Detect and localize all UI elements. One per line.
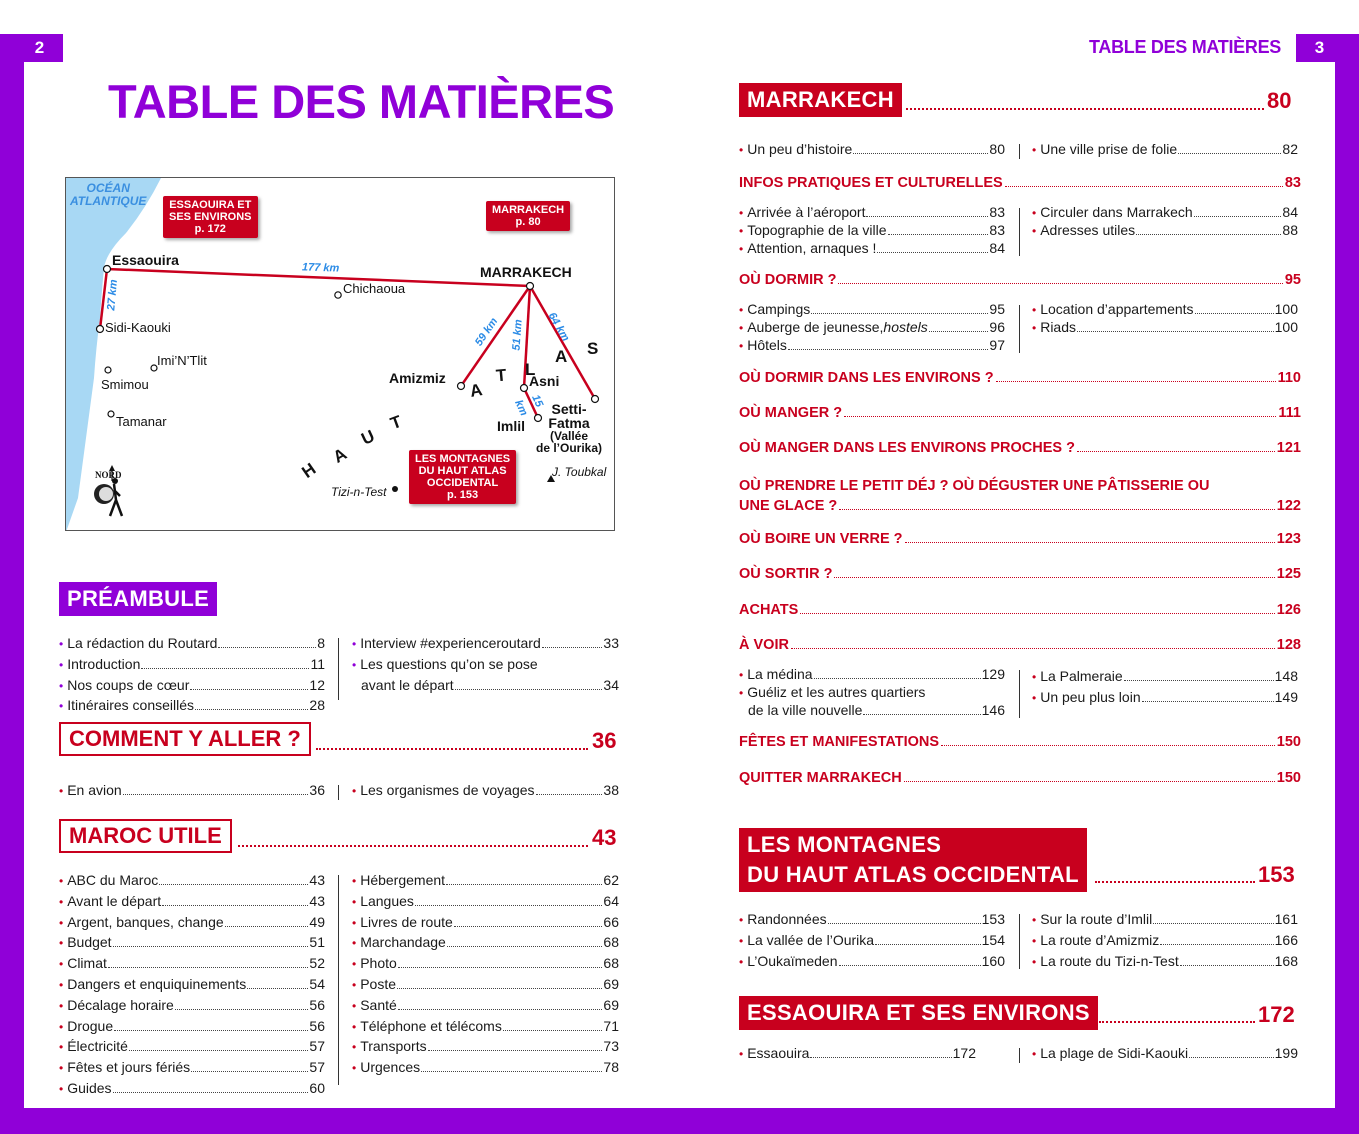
toc-entry[interactable]: • Téléphone et télécoms 71 xyxy=(352,1017,619,1034)
toc-entry[interactable]: • Climat 52 xyxy=(59,955,325,972)
section-comment-y-aller[interactable]: COMMENT Y ALLER ? xyxy=(59,722,311,756)
page-number-left: 2 xyxy=(0,34,63,62)
distance-marrakech-asni: 51 km xyxy=(510,319,525,351)
region-map xyxy=(65,177,615,531)
comment-col1 xyxy=(59,781,325,802)
voir-col1 xyxy=(739,666,1005,719)
section-page-essaouira: 172 xyxy=(1258,1002,1295,1027)
toc-entry[interactable]: • Circuler dans Marrakech 84 xyxy=(1032,204,1298,220)
town-essaouira: Essaouira xyxy=(112,252,179,268)
maroc-utile-col2 xyxy=(352,871,619,1079)
section-montagnes[interactable]: LES MONTAGNES DU HAUT ATLAS OCCIDENTAL xyxy=(739,828,1087,892)
column-divider xyxy=(1019,144,1020,159)
dot-leader xyxy=(906,108,1264,110)
range-letter-l: L xyxy=(525,360,536,379)
column-divider xyxy=(1019,1048,1020,1063)
subsection-ou-manger[interactable]: OÙ MANGER ? 111 xyxy=(739,405,1301,421)
peak-toubkal: J. Toubkal xyxy=(552,465,607,479)
toc-entry-continued[interactable]: avant le départ 34 xyxy=(361,676,619,693)
purple-frame-bottom xyxy=(0,1108,1359,1134)
toc-entry[interactable]: • Argent, banques, change 49 xyxy=(59,913,325,930)
column-divider xyxy=(1019,670,1020,718)
toc-entry[interactable]: • Décalage horaire 56 xyxy=(59,996,325,1013)
toc-entry[interactable]: • Les organismes de voyages 38 xyxy=(352,782,619,798)
distance-marrakech-amizmiz: 59 km xyxy=(472,315,501,349)
toc-entry[interactable]: • Riads 100 xyxy=(1032,319,1298,335)
toc-entry[interactable]: • Adresses utiles 88 xyxy=(1032,222,1298,238)
essaouira-col2 xyxy=(1032,1044,1298,1065)
toc-entry[interactable]: • La route du Tizi-n-Test 168 xyxy=(1032,952,1298,969)
infos-col1 xyxy=(739,204,1005,258)
toc-entry[interactable]: • La médina 129 xyxy=(739,666,1005,682)
toc-entry[interactable]: • Sur la route d’Imlil 161 xyxy=(1032,911,1298,927)
preambule-col2 xyxy=(352,634,619,695)
toc-entry-continued[interactable]: de la ville nouvelle 146 xyxy=(748,702,1005,718)
essaouira-col1 xyxy=(739,1044,976,1065)
range-letter-u: U xyxy=(358,426,378,449)
subsection-infos-pratiques[interactable]: INFOS PRATIQUES ET CULTURELLES 83 xyxy=(739,175,1301,191)
section-marrakech[interactable]: MARRAKECH xyxy=(739,83,902,117)
maroc-utile-col1 xyxy=(59,871,325,1100)
dot-leader xyxy=(1099,1021,1255,1023)
toc-entry[interactable]: • Randonnées 153 xyxy=(739,911,1005,927)
toc-entry[interactable]: • La plage de Sidi-Kaouki 199 xyxy=(1032,1045,1298,1061)
toc-entry[interactable]: • Nos coups de cœur 12 xyxy=(59,676,325,693)
page-number-right: 3 xyxy=(1296,34,1359,62)
range-letter-a3: A xyxy=(555,347,568,366)
town-smimou: Smimou xyxy=(101,377,149,392)
toc-entry[interactable]: • Dangers et enquiquinements 54 xyxy=(59,975,325,992)
toc-entry[interactable]: • Hôtels 97 xyxy=(739,337,1005,353)
subsection-fetes[interactable]: FÊTES ET MANIFESTATIONS 150 xyxy=(739,734,1301,750)
toc-entry[interactable]: • L’Oukaïmeden 160 xyxy=(739,952,1005,969)
toc-entry[interactable]: • Urgences 78 xyxy=(352,1059,619,1076)
map-box-essaouira[interactable]: ESSAOUIRA ET SES ENVIRONS p. 172 xyxy=(163,196,258,238)
column-divider xyxy=(338,638,339,700)
toc-entry[interactable]: • La route d’Amizmiz 166 xyxy=(1032,931,1298,948)
toc-entry[interactable]: • Santé 69 xyxy=(352,996,619,1013)
range-letter-a: A xyxy=(329,444,350,467)
section-essaouira[interactable]: ESSAOUIRA ET SES ENVIRONS xyxy=(739,996,1098,1030)
toc-entry[interactable]: • Arrivée à l’aéroport 83 xyxy=(739,204,1005,220)
town-imlil: Imlil xyxy=(497,418,526,434)
subsection-quitter-marrakech[interactable]: QUITTER MARRAKECH 150 xyxy=(739,770,1301,786)
toc-entry[interactable]: • Introduction 11 xyxy=(59,655,325,672)
toc-entry[interactable]: • Fêtes et jours fériés 57 xyxy=(59,1059,325,1076)
toc-entry[interactable]: • Un peu d’histoire 80 xyxy=(739,141,1005,157)
toc-entry[interactable]: • Attention, arnaques ! 84 xyxy=(739,240,1005,256)
column-divider xyxy=(1019,914,1020,969)
distance-marrakech-setti-fatma: 64 km xyxy=(545,310,572,344)
toc-entry[interactable]: • La rédaction du Routard 8 xyxy=(59,635,325,651)
dormir-col1 xyxy=(739,301,1005,355)
marrakech-intro-col1 xyxy=(739,140,1005,161)
town-tamanar: Tamanar xyxy=(116,414,167,429)
distance-asni-imlil-unit: km xyxy=(512,398,530,418)
toc-entry[interactable]: • Drogue 56 xyxy=(59,1017,325,1034)
toc-entry[interactable]: • Interview #experienceroutard 33 xyxy=(352,635,619,651)
voir-col2 xyxy=(1032,666,1298,708)
purple-frame-right xyxy=(1335,34,1359,1134)
range-letter-t: T xyxy=(387,411,405,434)
toc-entry[interactable]: • Guides 60 xyxy=(59,1079,325,1096)
running-head: TABLE DES MATIÈRES xyxy=(1089,37,1281,57)
section-preambule[interactable]: PRÉAMBULE xyxy=(59,582,217,616)
toc-entry[interactable]: • Campings 95 xyxy=(739,301,1005,317)
montagnes-col1 xyxy=(739,910,1005,972)
toc-entry[interactable]: • Marchandage 68 xyxy=(352,934,619,951)
toc-entry[interactable]: • Un peu plus loin 149 xyxy=(1032,689,1298,705)
toc-entry[interactable]: • Guéliz et les autres quartiers xyxy=(739,684,926,700)
dormir-col2 xyxy=(1032,301,1298,337)
toc-entry[interactable]: • Itinéraires conseillés 28 xyxy=(59,697,325,714)
toc-entry[interactable]: • Budget 51 xyxy=(59,934,325,951)
infos-col2 xyxy=(1032,204,1298,240)
north-label: NORD xyxy=(95,470,122,480)
preambule-col1 xyxy=(59,634,325,717)
range-letter-t2: T xyxy=(495,365,508,386)
comment-col2 xyxy=(352,781,619,802)
distance-essaouira-marrakech: 177 km xyxy=(301,261,340,275)
range-letter-a2: A xyxy=(468,380,484,401)
section-page-maroc-utile: 43 xyxy=(592,825,617,850)
town-asni: Asni xyxy=(529,373,560,389)
montagnes-col2 xyxy=(1032,910,1298,972)
map-box-montagnes[interactable]: LES MONTAGNES DU HAUT ATLAS OCCIDENTAL p. 153 xyxy=(409,450,516,504)
section-maroc-utile[interactable]: MAROC UTILE xyxy=(59,819,232,853)
subsection-a-voir[interactable]: À VOIR 128 xyxy=(739,637,1301,653)
toc-entry[interactable]: • Livres de route 66 xyxy=(352,913,619,930)
toc-entry[interactable]: • Topographie de la ville 83 xyxy=(739,222,1005,238)
subsection-boire-un-verre[interactable]: OÙ BOIRE UN VERRE ? 123 xyxy=(739,531,1301,547)
column-divider xyxy=(338,875,339,1085)
toc-entry[interactable]: • Poste 69 xyxy=(352,975,619,992)
column-divider xyxy=(1019,305,1020,353)
toc-entry[interactable]: • Hébergement 62 xyxy=(352,872,619,888)
page-title: TABLE DES MATIÈRES xyxy=(108,75,615,128)
section-page-marrakech: 80 xyxy=(1267,88,1292,113)
subsection-achats[interactable]: ACHATS 126 xyxy=(739,602,1301,618)
toc-entry[interactable]: • Une ville prise de folie 82 xyxy=(1032,141,1298,157)
toc-entry[interactable]: • Langues 64 xyxy=(352,892,619,909)
subsection-dormir-environs[interactable]: OÙ DORMIR DANS LES ENVIRONS ? 110 xyxy=(739,370,1301,386)
subsection-ou-dormir[interactable]: OÙ DORMIR ? 95 xyxy=(739,272,1301,288)
column-divider xyxy=(338,785,339,800)
toc-entry[interactable]: • La vallée de l’Ourika 154 xyxy=(739,931,1005,948)
purple-frame-left xyxy=(0,34,24,1134)
toc-entry[interactable]: • Les questions qu’on se pose xyxy=(352,655,538,672)
pass-tizi-n-test: Tizi-n-Test xyxy=(331,485,387,499)
toc-entry[interactable]: • Transports 73 xyxy=(352,1038,619,1055)
toc-entry[interactable]: • En avion 36 xyxy=(59,782,325,798)
marrakech-intro-col2 xyxy=(1032,140,1298,161)
town-chichaoua: Chichaoua xyxy=(343,281,406,296)
town-marrakech: MARRAKECH xyxy=(480,264,572,280)
toc-entry[interactable]: • Essaouira 172 xyxy=(739,1045,976,1061)
subsection-manger-environs[interactable]: OÙ MANGER DANS LES ENVIRONS PROCHES ? 121 xyxy=(739,440,1301,456)
distance-essaouira-sidi-kaouki: 27 km xyxy=(105,278,120,312)
ocean-label: OCÉAN ATLANTIQUE xyxy=(70,181,147,208)
town-amizmiz: Amizmiz xyxy=(389,370,446,386)
range-letter-h: H xyxy=(298,459,320,482)
section-page-montagnes: 153 xyxy=(1258,862,1295,887)
town-sidi-kaouki: Sidi-Kaouki xyxy=(105,320,171,335)
town-imi-n-tlit: Imi’N’Tlit xyxy=(157,353,207,368)
range-letter-s: S xyxy=(587,339,599,358)
dot-leader xyxy=(1095,881,1255,883)
toc-entry[interactable]: • Auberge de jeunesse, hostels 96 xyxy=(739,319,1005,335)
distance-asni-imlil-num: 15 xyxy=(529,392,546,410)
toc-entry[interactable]: • Électricité 57 xyxy=(59,1038,325,1055)
subsection-petit-dej[interactable]: OÙ PRENDRE LE PETIT DÉJ ? OÙ DÉGUSTER UNE PÂTISSERIE OU UNE GLACE ? 122 xyxy=(739,478,1301,514)
section-page-comment-y-aller: 36 xyxy=(592,728,617,753)
subsection-ou-sortir[interactable]: OÙ SORTIR ? 125 xyxy=(739,566,1301,582)
toc-entry[interactable]: • La Palmeraie 148 xyxy=(1032,668,1298,684)
town-setti-fatma: Setti- Fatma (Vallée de l’Ourika) xyxy=(536,401,603,455)
toc-entry[interactable]: • ABC du Maroc 43 xyxy=(59,872,325,888)
dot-leader xyxy=(316,748,588,750)
map-box-marrakech[interactable]: MARRAKECH p. 80 xyxy=(486,201,570,231)
toc-entry[interactable]: • Photo 68 xyxy=(352,955,619,972)
column-divider xyxy=(1019,208,1020,256)
toc-entry[interactable]: • Avant le départ 43 xyxy=(59,892,325,909)
toc-entry[interactable]: • Location d’appartements 100 xyxy=(1032,301,1298,317)
dot-leader xyxy=(238,845,588,847)
